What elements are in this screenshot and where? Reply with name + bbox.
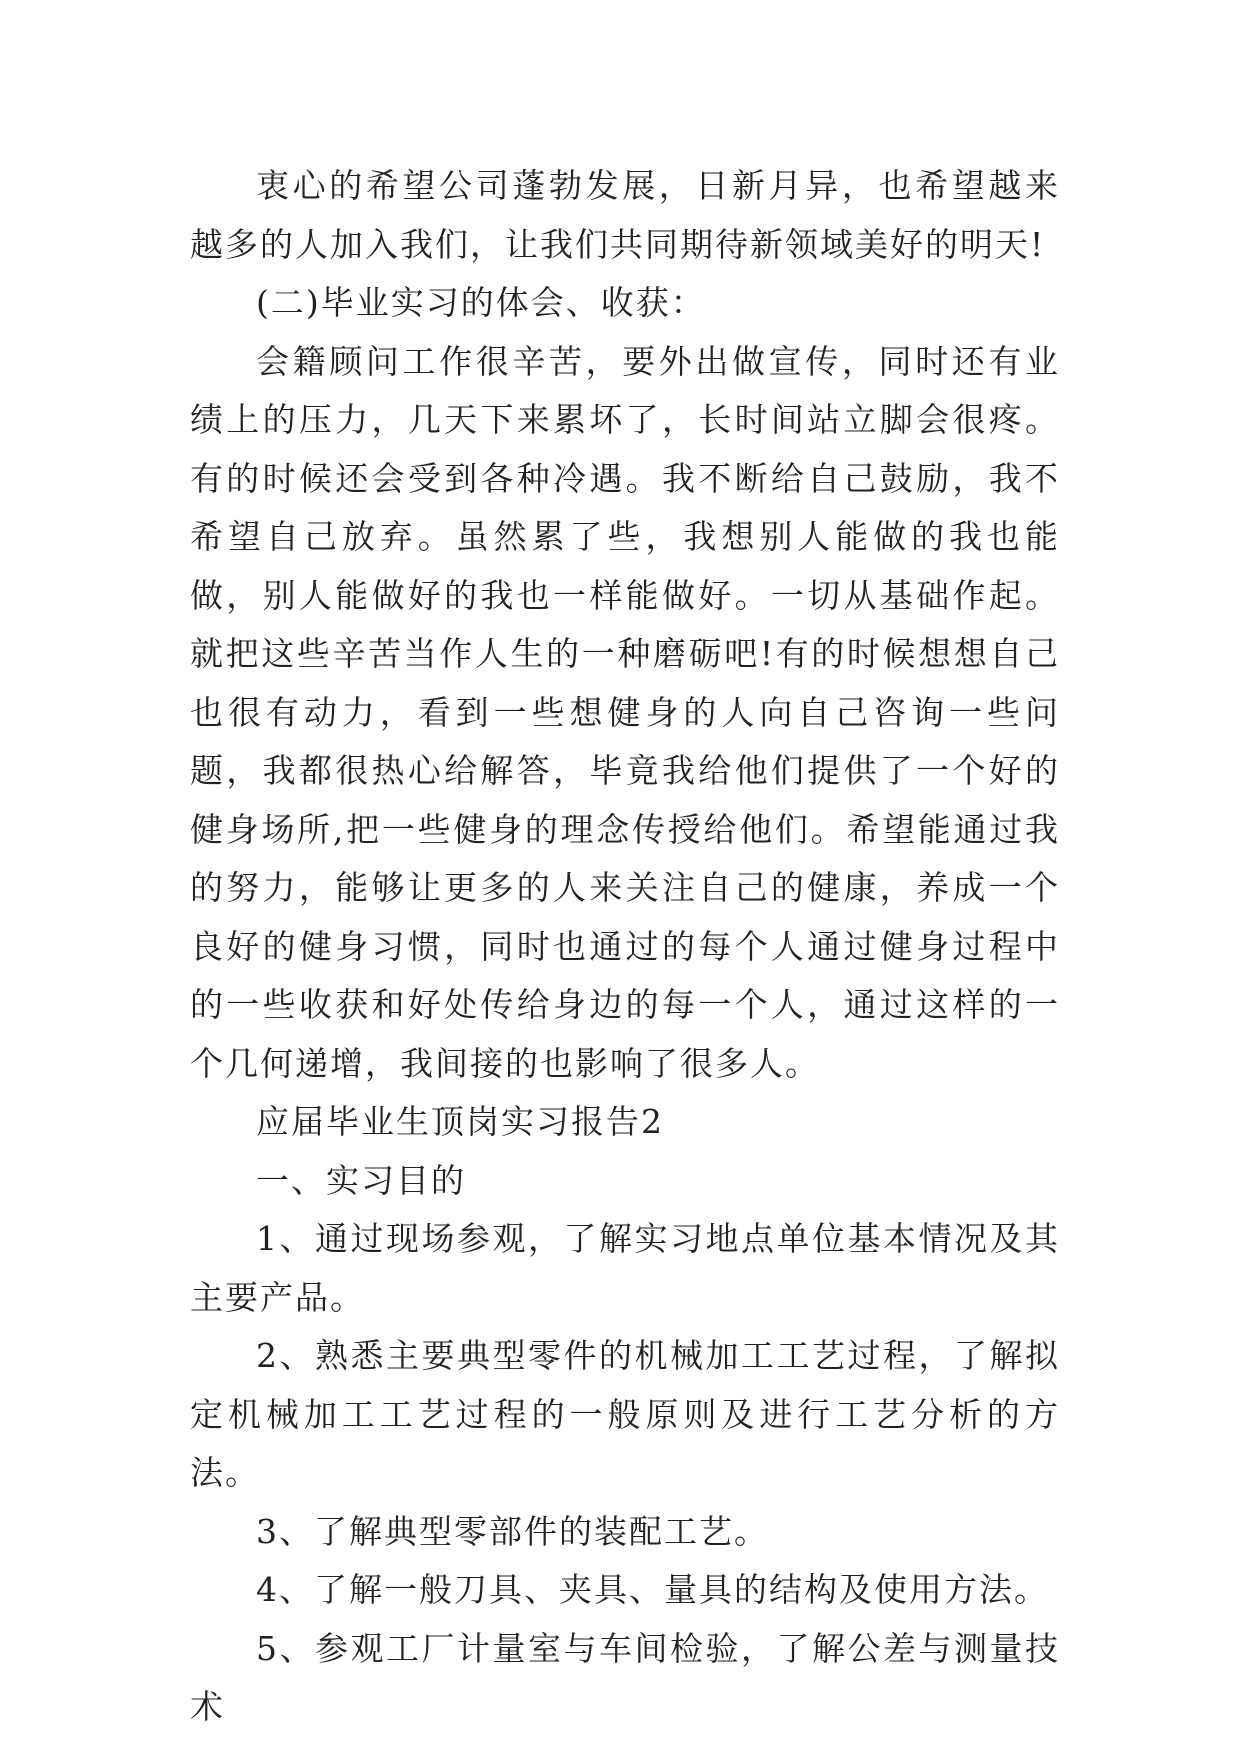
paragraph-experience: 会籍顾问工作很辛苦，要外出做宣传，同时还有业绩上的压力，几天下来累坏了，长时间站立脚会很疼。有的时候还会受到各种冷遇。我不断给自己鼓励，我不希望自己放弃。虽然累了些，我想别人能做的我也能做，别人能做好的我也一样能做好。一切从基础作起。就把这些辛苦当作人生的一种磨砺吧!有的时候想想自己也很有动力，看到一些想健身的人向自己咨询一些问题，我都很热心给解答，毕竟我给他们提供了一个好的健身场所,把一些健身的理念传授给他们。希望能通过我的努力，能够让更多的人来关注自己的健康，养成一个良好的健身习惯，同时也通过的每个人通过健身过程中的一些收获和好处传给身边的每一个人，通过这样的一个几何递增，我间接的也影响了很多人。 [190, 341, 1060, 1083]
report-title: 应届毕业生顶岗实习报告2 [256, 1102, 664, 1141]
document-body [190, 157, 1060, 1737]
list-item-purpose-4: 4、了解一般刀具、夹具、量具的结构及使用方法。 [256, 1570, 1049, 1609]
list-item-purpose-5: 5、参观工厂计量室与车间检验，了解公差与测量技术 [190, 1628, 1060, 1726]
list-item-purpose-2: 2、熟悉主要典型零件的机械加工工艺过程，了解拟定机械加工工艺过程的一般原则及进行工艺分析的方法。 [190, 1336, 1060, 1492]
section-heading-purpose: 一、实习目的 [256, 1160, 466, 1200]
section-heading-experience: (二)毕业实习的体会、收获： [256, 283, 706, 322]
list-item-purpose-1: 1、通过现场参观，了解实习地点单位基本情况及其主要产品。 [190, 1219, 1060, 1317]
list-item-purpose-3: 3、了解典型零部件的装配工艺。 [256, 1511, 769, 1551]
paragraph-closing-wish: 衷心的希望公司蓬勃发展，日新月异，也希望越来越多的人加入我们，让我们共同期待新领域美好的明天! [190, 166, 1060, 264]
